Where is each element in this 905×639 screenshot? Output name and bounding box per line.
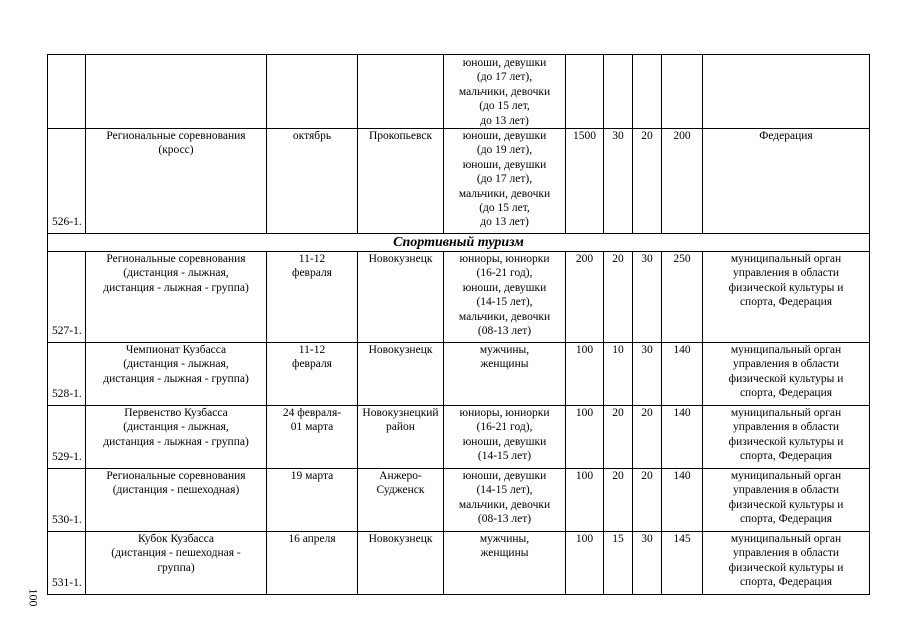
cell-num: 531-1.	[48, 532, 86, 595]
cell-date: 24 февраля- 01 марта	[267, 406, 358, 469]
cell-c1: 200	[566, 252, 604, 343]
cell-c4: 140	[662, 343, 703, 406]
cell-num: 528-1.	[48, 343, 86, 406]
cell-date: 19 марта	[267, 469, 358, 532]
cell-c1: 100	[566, 532, 604, 595]
cell-c3: 20	[633, 406, 662, 469]
cell-c3: 20	[633, 469, 662, 532]
cell-date	[267, 55, 358, 129]
cell-date: 11-12 февраля	[267, 343, 358, 406]
cell-num: 526-1.	[48, 129, 86, 234]
cell-name: Региональные соревнования (кросс)	[86, 129, 267, 234]
table-row-continuation	[48, 55, 870, 129]
table-row	[48, 129, 870, 234]
cell-c3: 30	[633, 343, 662, 406]
cell-place: Новокузнецкий район	[358, 406, 444, 469]
cell-place	[358, 55, 444, 129]
cell-c2: 20	[604, 469, 633, 532]
cell-place: Новокузнецк	[358, 252, 444, 343]
cell-participants: юноши, девушки (до 17 лет), мальчики, девочки (до 15 лет, до 13 лет)	[444, 55, 566, 129]
cell-c2: 10	[604, 343, 633, 406]
cell-c4: 200	[662, 129, 703, 234]
cell-c2: 20	[604, 406, 633, 469]
cell-c2	[604, 55, 633, 129]
cell-participants: мужчины, женщины	[444, 532, 566, 595]
cell-name: Региональные соревнования (дистанция - лыжная, дистанция - лыжная - группа)	[86, 252, 267, 343]
cell-date: 11-12 февраля	[267, 252, 358, 343]
cell-participants: юниоры, юниорки (16-21 год), юноши, девушки (14-15 лет), мальчики, девочки (08-13 лет)	[444, 252, 566, 343]
cell-c4: 250	[662, 252, 703, 343]
table-row	[48, 532, 870, 595]
cell-c3: 30	[633, 532, 662, 595]
cell-num	[48, 55, 86, 129]
cell-org: муниципальный орган управления в области физической культуры и спорта, Федерация	[703, 252, 870, 343]
cell-org: Федерация	[703, 129, 870, 234]
cell-date: 16 апреля	[267, 532, 358, 595]
cell-name: Чемпионат Кузбасса (дистанция - лыжная, дистанция - лыжная - группа)	[86, 343, 267, 406]
cell-c4: 140	[662, 406, 703, 469]
cell-num: 527-1.	[48, 252, 86, 343]
cell-org: муниципальный орган управления в области физической культуры и спорта, Федерация	[703, 469, 870, 532]
cell-org: муниципальный орган управления в области физической культуры и спорта, Федерация	[703, 406, 870, 469]
table-body	[48, 55, 870, 595]
cell-place: Анжеро- Судженск	[358, 469, 444, 532]
table-row	[48, 406, 870, 469]
cell-c1	[566, 55, 604, 129]
section-title: Спортивный туризм	[48, 234, 870, 252]
table-row	[48, 252, 870, 343]
cell-c2: 30	[604, 129, 633, 234]
cell-name: Региональные соревнования (дистанция - пешеходная)	[86, 469, 267, 532]
cell-c3: 20	[633, 129, 662, 234]
cell-name	[86, 55, 267, 129]
cell-place: Прокопьевск	[358, 129, 444, 234]
cell-num: 530-1.	[48, 469, 86, 532]
cell-name: Кубок Кузбасса (дистанция - пешеходная - группа)	[86, 532, 267, 595]
cell-place: Новокузнецк	[358, 532, 444, 595]
cell-c4: 140	[662, 469, 703, 532]
cell-c3	[633, 55, 662, 129]
page-number-text: 100	[26, 588, 41, 606]
cell-num: 529-1.	[48, 406, 86, 469]
cell-c1: 100	[566, 343, 604, 406]
cell-participants: мужчины, женщины	[444, 343, 566, 406]
cell-org	[703, 55, 870, 129]
table-row	[48, 343, 870, 406]
cell-c2: 20	[604, 252, 633, 343]
cell-org: муниципальный орган управления в области физической культуры и спорта, Федерация	[703, 532, 870, 595]
page-number	[26, 584, 40, 610]
section-row	[48, 234, 870, 252]
cell-participants: юноши, девушки (до 19 лет), юноши, девушки (до 17 лет), мальчики, девочки (до 15 лет, до 13 лет)	[444, 129, 566, 234]
cell-participants: юниоры, юниорки (16-21 год), юноши, девушки (14-15 лет)	[444, 406, 566, 469]
cell-org: муниципальный орган управления в области физической культуры и спорта, Федерация	[703, 343, 870, 406]
cell-name: Первенство Кузбасса (дистанция - лыжная, дистанция - лыжная - группа)	[86, 406, 267, 469]
cell-c1: 100	[566, 469, 604, 532]
cell-participants: юноши, девушки (14-15 лет), мальчики, девочки (08-13 лет)	[444, 469, 566, 532]
cell-date: октябрь	[267, 129, 358, 234]
cell-c2: 15	[604, 532, 633, 595]
cell-c3: 30	[633, 252, 662, 343]
cell-c4: 145	[662, 532, 703, 595]
cell-place: Новокузнецк	[358, 343, 444, 406]
cell-c4	[662, 55, 703, 129]
cell-c1: 100	[566, 406, 604, 469]
table-row	[48, 469, 870, 532]
events-table	[47, 54, 870, 595]
cell-c1: 1500	[566, 129, 604, 234]
